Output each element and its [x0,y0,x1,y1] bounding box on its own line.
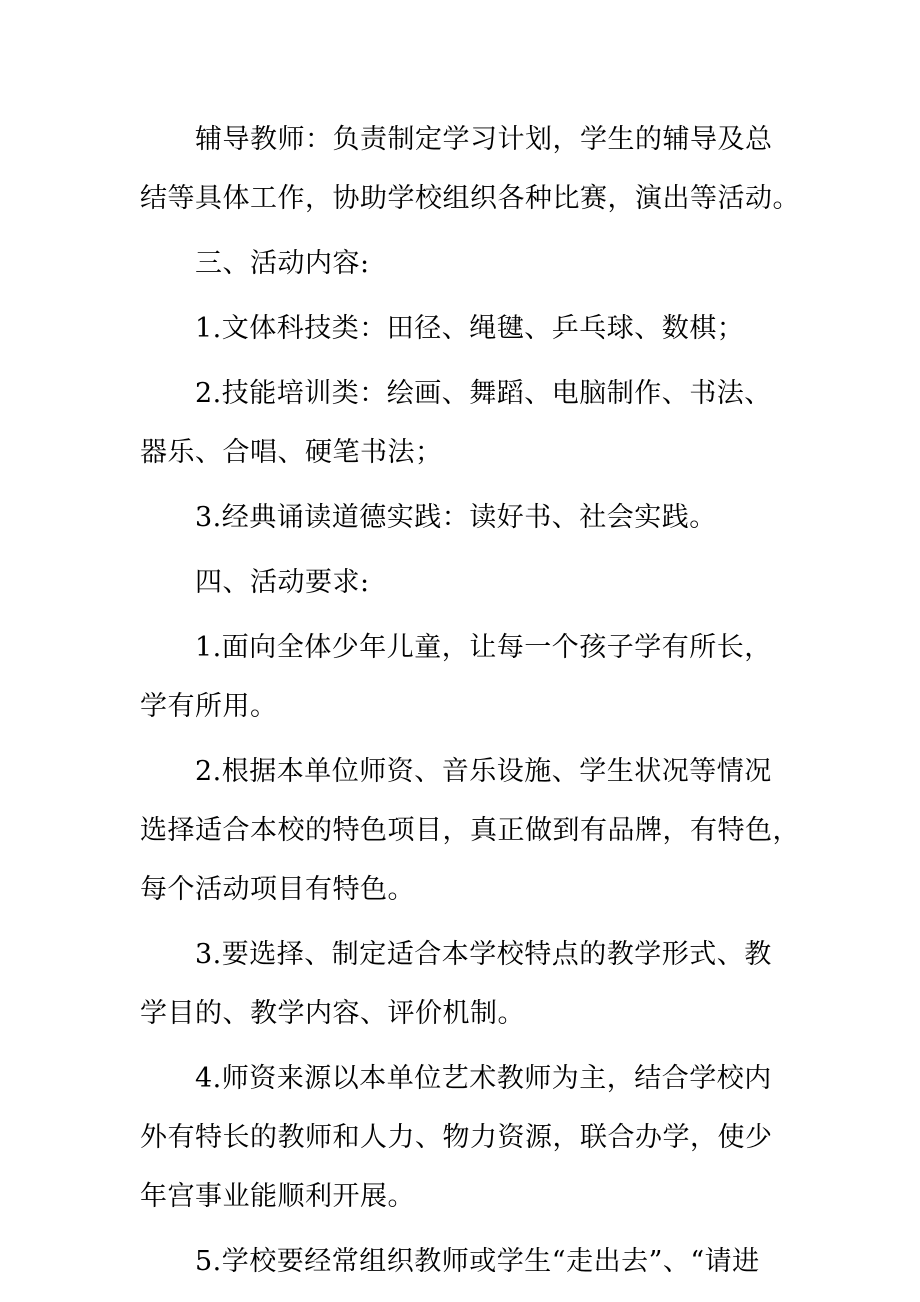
paragraph-item-sports-tech [140,299,790,358]
text-line: 四、活动要求: [195,567,370,598]
text-line: 2.根据本单位师资、音乐设施、学生状况等情况 [195,756,772,787]
text-line: 3.经典诵读道德实践：读好书、社会实践。 [195,502,717,533]
paragraph-requirement-3 [140,925,790,1043]
text-line: 辅导教师：负责制定学习计划，学生的辅导及总 [195,124,773,155]
paragraph-requirement-5 [140,1232,790,1291]
text-line: 年宫事业能顺利开展。 [140,1181,415,1212]
text-line: 外有特长的教师和人力、物力资源，联合办学，使少 [140,1122,773,1153]
text-line: 学有所用。 [140,691,278,722]
paragraph-requirement-1 [140,618,790,736]
paragraph-requirement-2 [140,742,800,919]
text-line: 三、活动内容: [195,248,370,279]
paragraph-item-classic-reading [140,488,790,547]
text-line: 器乐、合唱、硬笔书法； [140,437,443,468]
text-line: 3.要选择、制定适合本学校特点的教学形式、教 [195,939,772,970]
document-body [140,110,800,1291]
section-heading-activity-content [140,234,790,293]
paragraph-item-skills-training [140,364,790,482]
text-line: 4.师资来源以本单位艺术教师为主，结合学校内 [195,1063,772,1094]
section-heading-activity-requirements [140,553,790,612]
text-line: 1.文体科技类：田径、绳毽、乒乓球、数棋； [195,313,745,344]
text-line: 每个活动项目有特色。 [140,874,415,905]
text-line: 5.学校要经常组织教师或学生“走出去”、“请进 [195,1246,760,1277]
text-line: 选择适合本校的特色项目，真正做到有品牌，有特色， [140,815,800,846]
paragraph-tutor-duties [140,110,800,228]
paragraph-requirement-4 [140,1049,790,1226]
text-line: 结等具体工作，协助学校组织各种比赛，演出等活动。 [140,183,800,214]
text-line: 2.技能培训类：绘画、舞蹈、电脑制作、书法、 [195,378,772,409]
text-line: 1.面向全体少年儿童，让每一个孩子学有所长， [195,632,772,663]
text-line: 学目的、教学内容、评价机制。 [140,998,525,1029]
